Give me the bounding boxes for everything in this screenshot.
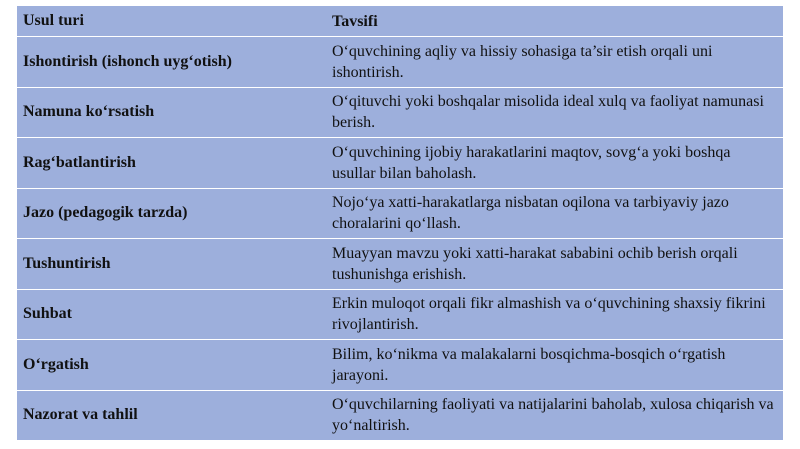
method-cell: Rag‘batlantirish bbox=[23, 153, 136, 171]
method-cell: Ishontirish (ishonch uyg‘otish) bbox=[23, 52, 232, 70]
description-cell: O‘qituvchi yoki boshqalar misolida ideal xulq va faoliyat namunasi berish. bbox=[332, 93, 764, 132]
table-row bbox=[17, 390, 783, 441]
method-cell: Jazo (pedagogik tarzda) bbox=[23, 204, 188, 222]
method-cell: Namuna ko‘rsatish bbox=[23, 103, 155, 121]
method-cell: Nazorat va tahlil bbox=[23, 406, 138, 424]
table-header-row bbox=[17, 6, 783, 36]
header-method: Usul turi bbox=[23, 12, 84, 29]
table-row bbox=[17, 289, 783, 340]
table-row bbox=[17, 339, 783, 390]
table-row bbox=[17, 188, 783, 239]
table-row bbox=[17, 36, 783, 87]
header-description: Tavsifi bbox=[332, 12, 378, 30]
methods-table bbox=[17, 6, 783, 440]
table-row bbox=[17, 137, 783, 188]
description-cell: O‘quvchilarning faoliyati va natijalarini baholab, xulosa chiqarish va yo‘naltirish. bbox=[332, 396, 774, 435]
description-cell: O‘quvchining aqliy va hissiy sohasiga ta’sir etish orqali uni ishontirish. bbox=[332, 42, 713, 81]
method-cell: O‘rgatish bbox=[23, 355, 89, 373]
table-row bbox=[17, 87, 783, 138]
description-cell: Muayyan mavzu yoki xatti-harakat sababini ochib berish orqali tushunishga erishish. bbox=[332, 244, 738, 283]
method-cell: Tushuntirish bbox=[23, 254, 111, 272]
description-cell: Erkin muloqot orqali fikr almashish va o‘quvchining shaxsiy fikrini rivojlantirish. bbox=[332, 295, 766, 334]
table-row bbox=[17, 238, 783, 289]
description-cell: Nojo‘ya xatti-harakatlarga nisbatan oqilona va tarbiyaviy jazo choralarini qo‘llash. bbox=[332, 194, 729, 233]
method-cell: Suhbat bbox=[23, 305, 72, 323]
description-cell: Bilim, ko‘nikma va malakalarni bosqichma-bosqich o‘rgatish jarayoni. bbox=[332, 345, 726, 384]
description-cell: O‘quvchining ijobiy harakatlarini maqtov, sovg‘a yoki boshqa usullar bilan baholash. bbox=[332, 143, 731, 182]
